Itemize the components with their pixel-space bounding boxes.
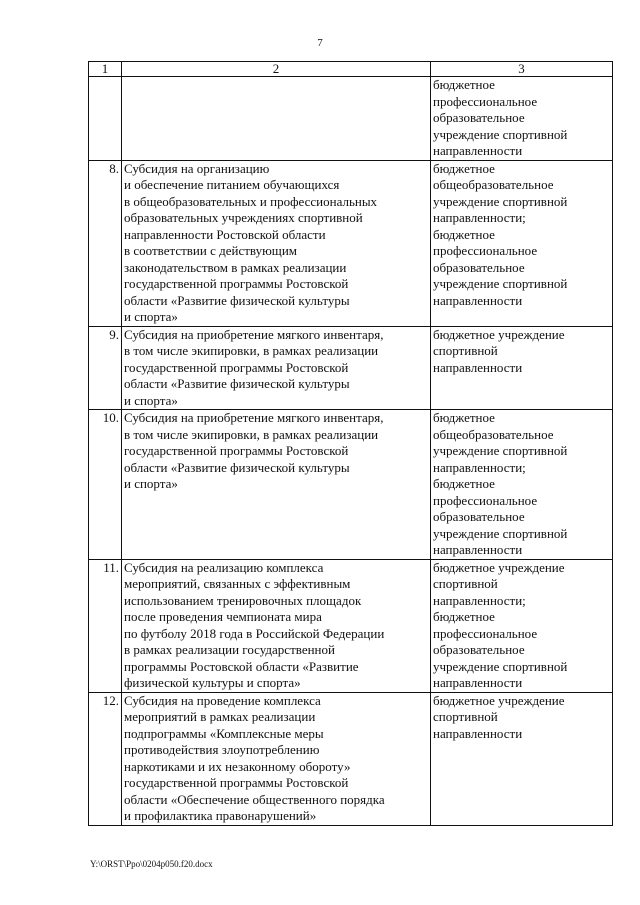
institution-type	[431, 410, 613, 560]
subsidy-description	[122, 77, 431, 161]
institution-line: общеобразовательное	[433, 426, 554, 442]
row-number: 9.	[89, 326, 122, 410]
subsidy-description	[122, 559, 431, 692]
description-line: использованием тренировочных площадок	[124, 592, 362, 608]
table-row	[89, 160, 613, 326]
row-number	[89, 77, 122, 161]
header-col-2: 2	[122, 62, 431, 77]
institution-line: профессиональное	[433, 93, 538, 109]
institution-type	[431, 326, 613, 410]
description-line: программы Ростовской области «Развитие	[124, 658, 359, 674]
description-line: образовательных учреждениях спортивной	[124, 210, 363, 225]
page-number: 7	[317, 37, 323, 49]
description-line: в рамках реализации государственной	[124, 642, 335, 657]
description-line: мероприятий, связанных с эффективным	[124, 576, 351, 591]
institution-line: общеобразовательное	[433, 177, 554, 192]
description-line: области «Развитие физической культуры	[124, 376, 350, 391]
institution-line: учреждение спортивной	[433, 443, 568, 458]
row-number: 8.	[89, 160, 122, 326]
subsidy-description	[122, 692, 431, 825]
institution-line: спортивной	[433, 576, 498, 591]
institution-line: направленности	[433, 359, 523, 375]
institution-line: учреждение спортивной	[433, 126, 568, 142]
description-line: государственной программы Ростовской	[124, 443, 349, 458]
description-line: и профилактика правонарушений»	[124, 808, 317, 823]
description-line: в общеобразовательных и профессиональных	[124, 193, 378, 209]
description-line: в том числе экипировки, в рамках реализации	[124, 426, 379, 442]
institution-line: направленности	[433, 143, 523, 158]
institution-line: учреждение спортивной	[433, 658, 568, 674]
row-number: 12.	[89, 692, 122, 825]
institution-line: бюджетное	[433, 476, 495, 491]
table-row	[89, 410, 613, 560]
table-row	[89, 559, 613, 692]
description-line: Субсидия на реализацию комплекса	[124, 559, 324, 575]
institution-line: образовательное	[433, 110, 525, 125]
institution-line: направленности	[433, 725, 523, 741]
description-line: и спорта»	[124, 309, 178, 324]
header-row	[89, 62, 613, 77]
description-line: Субсидия на приобретение мягкого инвентаря,	[124, 410, 384, 425]
institution-line: учреждение спортивной	[433, 193, 568, 209]
institution-line: направленности;	[433, 592, 526, 608]
institution-line: бюджетное	[433, 609, 495, 624]
institution-line: спортивной	[433, 343, 498, 358]
institution-type	[431, 692, 613, 825]
description-line: подпрограммы «Комплексные меры	[124, 725, 324, 741]
description-line: и обеспечение питанием обучающихся	[124, 177, 340, 192]
institution-line: учреждение спортивной	[433, 525, 568, 541]
description-line: наркотиками и их незаконному обороту»	[124, 758, 351, 774]
description-line: государственной программы Ростовской	[124, 276, 349, 291]
subsidy-description	[122, 160, 431, 326]
institution-line: направленности;	[433, 459, 526, 475]
description-line: по футболу 2018 года в Российской Федерации	[124, 625, 385, 641]
description-line: и спорта»	[124, 392, 178, 408]
institution-type	[431, 559, 613, 692]
institution-type	[431, 160, 613, 326]
description-line: и спорта»	[124, 476, 178, 491]
institution-line: направленности;	[433, 210, 526, 225]
description-line: направленности Ростовской области	[124, 226, 326, 242]
institution-line: профессиональное	[433, 243, 538, 258]
table-row	[89, 692, 613, 825]
institution-line: бюджетное	[433, 410, 495, 425]
institution-line: учреждение спортивной	[433, 276, 568, 291]
header-col-3: 3	[431, 62, 613, 77]
institution-line: образовательное	[433, 509, 525, 524]
institution-line: бюджетное учреждение	[433, 326, 565, 342]
description-line: государственной программы Ростовской	[124, 775, 349, 790]
row-number: 10.	[89, 410, 122, 560]
table-row	[89, 77, 613, 161]
description-line: противодействия злоупотреблению	[124, 742, 320, 757]
institution-line: бюджетное	[433, 160, 495, 176]
institution-type	[431, 77, 613, 161]
institution-line: бюджетное учреждение	[433, 692, 565, 708]
description-line: Субсидия на организацию	[124, 160, 270, 176]
institution-line: направленности	[433, 292, 523, 308]
description-line: государственной программы Ростовской	[124, 359, 349, 375]
institution-line: профессиональное	[433, 625, 538, 641]
description-line: Субсидия на проведение комплекса	[124, 692, 321, 708]
institution-line: бюджетное учреждение	[433, 559, 565, 575]
institution-line: бюджетное	[433, 77, 495, 92]
institution-line: образовательное	[433, 642, 525, 657]
institution-line: бюджетное	[433, 226, 495, 242]
table-row	[89, 326, 613, 410]
description-line: области «Развитие физической культуры	[124, 292, 350, 308]
description-line: мероприятий в рамках реализации	[124, 709, 316, 724]
institution-line: образовательное	[433, 259, 525, 275]
description-line: области «Развитие физической культуры	[124, 459, 350, 475]
description-line: в соответствии с действующим	[124, 243, 298, 258]
subsidy-description	[122, 410, 431, 560]
header-col-1: 1	[89, 62, 122, 77]
subsidy-table	[88, 61, 613, 826]
institution-line: профессиональное	[433, 492, 538, 508]
row-number: 11.	[89, 559, 122, 692]
description-line: в том числе экипировки, в рамках реализации	[124, 343, 379, 358]
description-line: Субсидия на приобретение мягкого инвентаря,	[124, 326, 384, 342]
institution-line: спортивной	[433, 709, 498, 724]
description-line: физической культуры и спорта»	[124, 675, 301, 690]
file-path-footer: Y:\ORST\Ppo\0204p050.f20.docx	[90, 859, 213, 869]
description-line: после проведения чемпионата мира	[124, 609, 322, 624]
description-line: области «Обеспечение общественного порядка	[124, 791, 385, 807]
institution-line: направленности	[433, 675, 523, 690]
institution-line: направленности	[433, 542, 523, 557]
subsidy-description	[122, 326, 431, 410]
description-line: законодательством в рамках реализации	[124, 259, 347, 275]
